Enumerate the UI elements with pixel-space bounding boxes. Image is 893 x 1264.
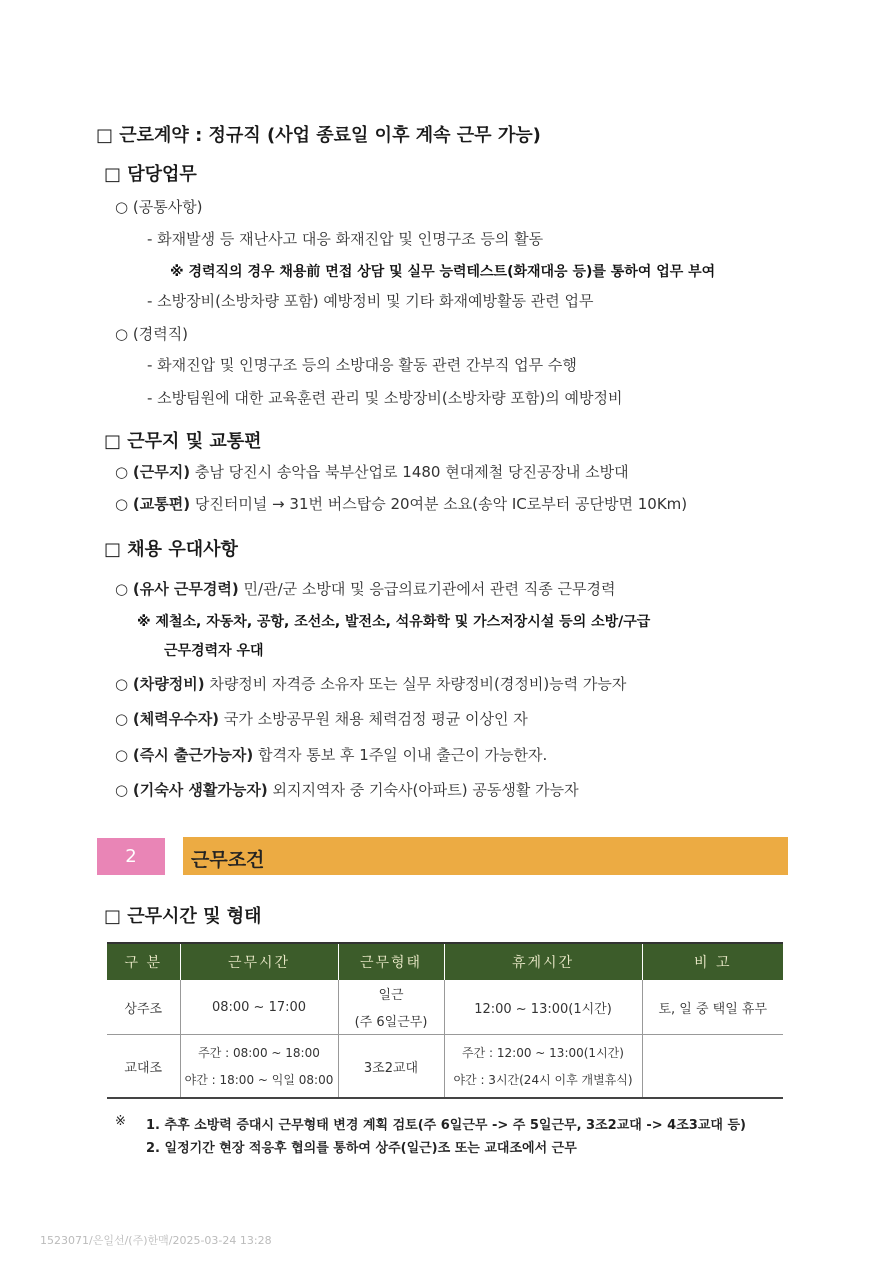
document-stamp: 1523071/은일선/(주)한맥/2025-03-24 13:28 xyxy=(40,1234,272,1247)
common-label: ○ (공통사항) xyxy=(115,198,203,216)
footnote-line-2: 2. 일정기간 현장 적응후 협의를 통하여 상주(일근)조 또는 교대조에서 근무 xyxy=(146,1141,577,1156)
bullet: ○ xyxy=(115,781,129,799)
bullet: ○ xyxy=(115,710,129,728)
hours-heading: □ 근무시간 및 형태 xyxy=(104,906,262,927)
bullet: ○ xyxy=(115,746,129,764)
common-item-1: - 화재발생 등 재난사고 대응 화재진압 및 인명구조 등의 활동 xyxy=(147,230,544,248)
col-form: 근무형태 xyxy=(338,943,444,980)
preference-note-2: 근무경력자 우대 xyxy=(164,643,264,659)
bullet: ○ xyxy=(115,580,129,598)
label: (교통편) xyxy=(132,495,191,513)
career-label: ○ (경력직) xyxy=(115,325,189,343)
cell-form xyxy=(338,980,444,1035)
cell-line: 야간 : 18:00 ~ 익일 08:00 xyxy=(184,1073,334,1087)
cell-hours: 08:00 ~ 17:00 xyxy=(180,980,338,1035)
text: 외지지역자 중 기숙사(아파트) 공동생활 가능자 xyxy=(272,781,579,799)
cell-break xyxy=(444,1035,642,1099)
career-item-2: - 소방팀원에 대한 교육훈련 관리 및 소방장비(소방차량 포함)의 예방정비 xyxy=(147,389,623,407)
label: (체력우수자) xyxy=(132,710,220,728)
preference-item-fitness xyxy=(115,708,528,729)
text: 민/관/군 소방대 및 응급의료기관에서 관련 직종 근무경력 xyxy=(243,580,616,598)
col-note: 비 고 xyxy=(642,943,783,980)
col-type: 구 분 xyxy=(107,943,180,980)
bullet: ○ xyxy=(115,463,129,481)
label: (즉시 출근가능자) xyxy=(132,746,254,764)
bullet: ○ xyxy=(115,495,129,513)
text: 당진터미널 → 31번 버스탑승 20여분 소요(송악 IC로부터 공단방면 10Km) xyxy=(194,495,688,513)
work-hours-table xyxy=(107,942,783,1099)
section-bar xyxy=(183,837,788,875)
cell-line: 주간 : 08:00 ~ 18:00 xyxy=(198,1046,320,1060)
text: 충남 당진시 송악읍 북부산업로 1480 현대제철 당진공장내 소방대 xyxy=(194,463,629,481)
common-item-2: - 소방장비(소방차량 포함) 예방정비 및 기타 화재예방활동 관련 업무 xyxy=(147,292,594,310)
section-title: 근무조건 xyxy=(191,849,265,871)
preference-heading: □ 채용 우대사항 xyxy=(104,539,238,560)
cell-line: 야간 : 3시간(24시 이후 개별휴식) xyxy=(453,1073,633,1087)
label: (유사 근무경력) xyxy=(132,580,239,598)
text: 국가 소방공무원 채용 체력검정 평균 이상인 자 xyxy=(223,710,528,728)
cell-form: 3조2교대 xyxy=(338,1035,444,1099)
footnote-mark: ※ xyxy=(115,1114,126,1129)
common-note: ※ 경력직의 경우 채용前 면접 상담 및 실무 능력테스트(화재대응 등)를 통하여 업무 부여 xyxy=(170,264,716,280)
cell-break: 12:00 ~ 13:00(1시간) xyxy=(444,980,642,1035)
label: (기숙사 생활가능자) xyxy=(132,781,268,799)
col-hours: 근무시간 xyxy=(180,943,338,980)
label: (근무지) xyxy=(132,463,191,481)
preference-note-1: ※ 제철소, 자동차, 공항, 조선소, 발전소, 석유화학 및 가스저장시설 등의 소방/구급 xyxy=(137,614,651,630)
text: 합격자 통보 후 1주일 이내 출근이 가능한자. xyxy=(258,746,548,764)
cell-type: 상주조 xyxy=(107,980,180,1035)
table-row xyxy=(107,980,783,1035)
location-heading: □ 근무지 및 교통편 xyxy=(104,431,262,452)
bullet: ○ xyxy=(115,675,129,693)
contract-line: □ 근로계약 : 정규직 (사업 종료일 이후 계속 근무 가능) xyxy=(96,125,541,146)
cell-note: 토, 일 중 택일 휴무 xyxy=(642,980,783,1035)
cell-line: 일근 xyxy=(378,988,404,1003)
cell-type: 교대조 xyxy=(107,1035,180,1099)
cell-hours xyxy=(180,1035,338,1099)
preference-item-immediate xyxy=(115,744,547,765)
cell-line: 주간 : 12:00 ~ 13:00(1시간) xyxy=(462,1046,624,1060)
preference-item-dormitory xyxy=(115,779,579,800)
text: 차량정비 자격증 소유자 또는 실무 차량정비(경정비)능력 가능자 xyxy=(209,675,627,693)
cell-note xyxy=(642,1035,783,1099)
section-number: 2 xyxy=(97,838,165,875)
career-item-1: - 화재진압 및 인명구조 등의 소방대응 활동 관련 간부직 업무 수행 xyxy=(147,356,577,374)
col-break: 휴게시간 xyxy=(444,943,642,980)
table-row xyxy=(107,1035,783,1099)
cell-line: (주 6일근무) xyxy=(354,1015,428,1030)
footnote-line-1: 1. 추후 소방력 증대시 근무형태 변경 계획 검토(주 6일근무 -> 주 5일근무, 3조2교대 -> 4조3교대 등) xyxy=(146,1118,746,1133)
duties-heading: □ 담당업무 xyxy=(104,164,197,185)
label: (차량정비) xyxy=(132,675,205,693)
location-item-transport xyxy=(115,493,687,514)
table-header-row xyxy=(107,943,783,980)
location-item-worksite xyxy=(115,461,629,482)
preference-item-vehicle xyxy=(115,673,626,694)
preference-item-experience xyxy=(115,578,616,599)
